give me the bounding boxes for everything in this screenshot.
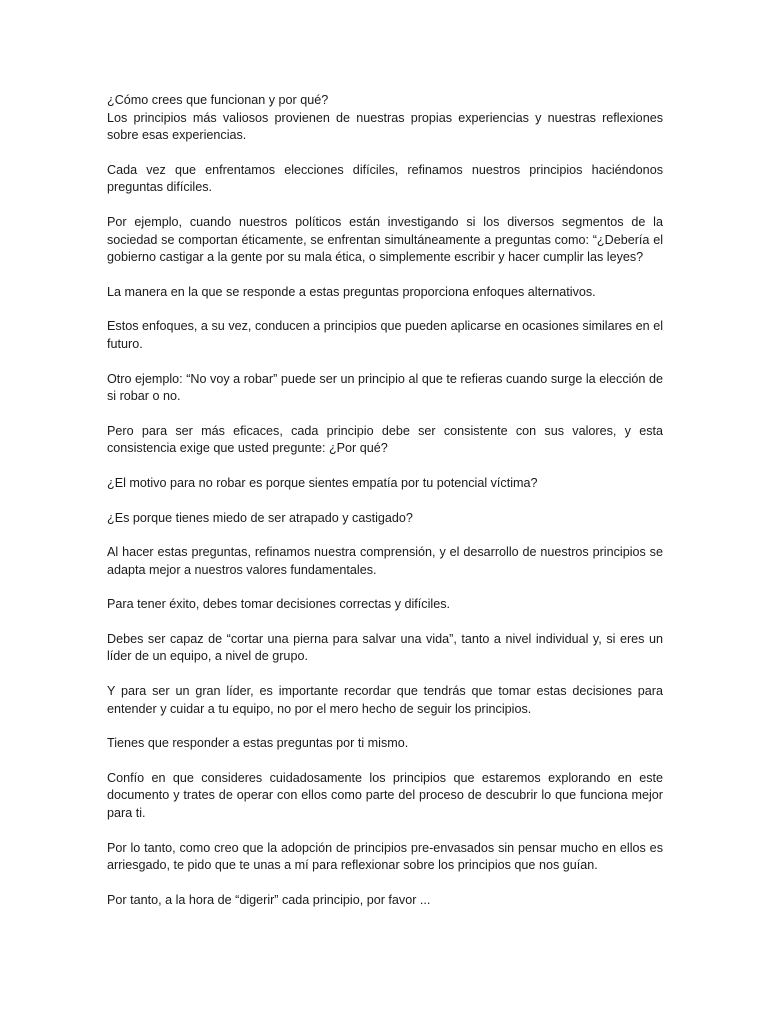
- paragraph: Cada vez que enfrentamos elecciones difíciles, refinamos nuestros principios haciéndonos preguntas difíciles.: [107, 162, 663, 195]
- paragraph: Pero para ser más eficaces, cada principio debe ser consistente con sus valores, y esta consistencia exige que usted pregunte: ¿Por qué?: [107, 423, 663, 456]
- paragraph: Y para ser un gran líder, es importante recordar que tendrás que tomar estas decisiones para entender y cuidar a tu equipo, no por el mero hecho de seguir los principios.: [107, 684, 663, 716]
- paragraph: Confío en que consideres cuidadosamente los principios que estaremos explorando en este documento y trates de operar con ellos como parte del proceso de descubrir lo que funciona mejor para ti.: [107, 770, 663, 821]
- paragraph: Por lo tanto, como creo que la adopción de principios pre-envasados sin pensar mucho en ellos es arriesgado, te pido que te unas a mí para reflexionar sobre los principios que nos guían.: [107, 840, 663, 873]
- paragraph-question-heading: ¿Cómo crees que funcionan y por qué?: [107, 93, 329, 107]
- paragraph: Estos enfoques, a su vez, conducen a principios que pueden aplicarse en ocasiones similares en el futuro.: [107, 319, 663, 351]
- paragraph: ¿Es porque tienes miedo de ser atrapado y castigado?: [107, 510, 413, 525]
- paragraph: La manera en la que se responde a estas preguntas proporciona enfoques alternativos.: [107, 284, 596, 299]
- paragraph: Tienes que responder a estas preguntas por ti mismo.: [107, 736, 409, 751]
- paragraph: Al hacer estas preguntas, refinamos nuestra comprensión, y el desarrollo de nuestros principios se adapta mejor a nuestros valores fundamentales.: [107, 545, 663, 577]
- document-body: [107, 92, 663, 926]
- paragraph: Otro ejemplo: “No voy a robar” puede ser un principio al que te refieras cuando surge la elección de si robar o no.: [107, 371, 663, 404]
- paragraph: ¿El motivo para no robar es porque sientes empatía por tu potencial víctima?: [107, 475, 538, 490]
- paragraph: Por ejemplo, cuando nuestros políticos están investigando si los diversos segmentos de la sociedad se comportan éticamente, se enfrentan simultáneamente a preguntas como: “¿Debería el gobierno castigar a la gente por su mala ética, o simplemente escribir y hacer cumplir las leyes?: [107, 214, 663, 265]
- paragraph: Los principios más valiosos provienen de nuestras propias experiencias y nuestras reflexiones sobre esas experiencias.: [107, 110, 663, 143]
- paragraph: Para tener éxito, debes tomar decisiones correctas y difíciles.: [107, 597, 450, 612]
- paragraph: Por tanto, a la hora de “digerir” cada principio, por favor ...: [107, 892, 431, 907]
- paragraph: Debes ser capaz de “cortar una pierna para salvar una vida”, tanto a nivel individual y, si eres un líder de un equipo, a nivel de grupo.: [107, 631, 663, 664]
